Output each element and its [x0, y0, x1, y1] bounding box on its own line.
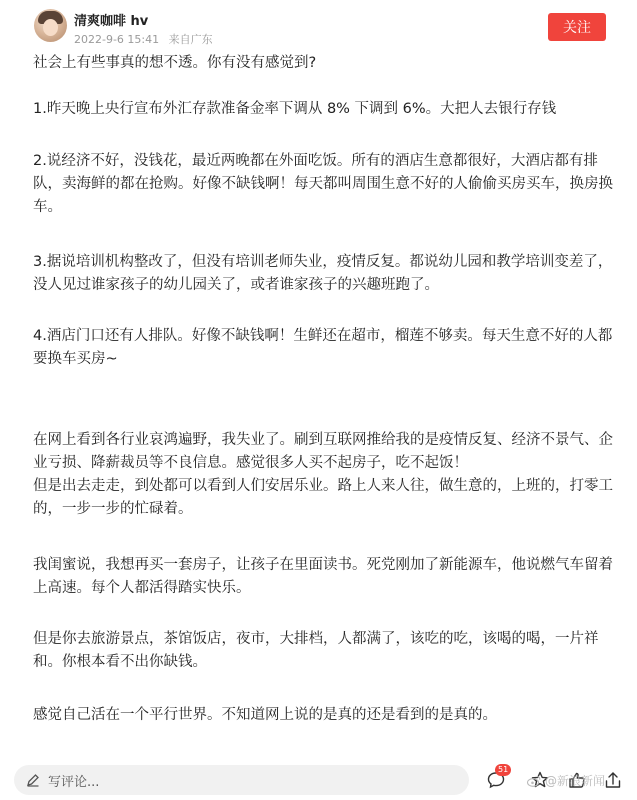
post-source: 来自广东 — [168, 33, 213, 46]
comment-input[interactable] — [14, 765, 469, 795]
paragraph-6: 我闺蜜说，我想再买一套房子，让孩子在里面读书。死党刚加了新能源车，他说燃气车留着上高速。每个人都活得踏实快乐。 — [33, 557, 613, 596]
paragraph-7: 但是你去旅游景点，茶馆饭店，夜市，大排档，人都满了，该吃的吃，该喝的喝，一片祥和。你根本看不出你缺钱。 — [33, 631, 599, 670]
paragraph-8: 感觉自己活在一个平行世界。不知道网上说的是真的还是看到的是真的。 — [33, 707, 497, 723]
post-date: 2022-9-6 15:41 — [74, 33, 160, 46]
post-meta — [74, 31, 219, 47]
avatar[interactable] — [34, 9, 67, 42]
watermark — [527, 772, 605, 789]
author-name[interactable]: 清爽咖啡 hv — [74, 14, 149, 29]
weibo-logo-icon — [527, 775, 541, 787]
paragraph-1: 1.昨天晚上央行宣布外汇存款准备金率下调从 8% 下调到 6%。大把人去银行存钱 — [33, 101, 557, 117]
paragraph-intro: 社会上有些事真的想不透。你有没有感觉到? — [33, 55, 317, 71]
paragraph-3: 3.据说培训机构整改了，但没有培训老师失业，疫情反复。都说幼儿园和教学培训变差了，没人见过谁家孩子的幼儿园关了，或者谁家孩子的兴趣班跑了。 — [33, 254, 613, 293]
share-icon — [603, 770, 623, 790]
paragraph-2: 2.说经济不好，没钱花，最近两晚都在外面吃饭。所有的酒店生意都很好，大酒店都有排队，卖海鲜的都在抢购。好像不缺钱啊！每天都叫周围生意不好的人偷偷买房买车，换房换车。 — [33, 153, 613, 215]
follow-button[interactable]: 关注 — [548, 13, 606, 41]
watermark-text: @新浪新闻 — [545, 774, 606, 788]
paragraph-4: 4.酒店门口还有人排队。好像不缺钱啊！生鲜还在超市，榴莲不够卖。每天生意不好的人都要换车买房~ — [33, 328, 613, 367]
pencil-icon — [26, 773, 40, 787]
avatar-face — [43, 19, 58, 36]
post-header — [0, 0, 637, 50]
comment-placeholder: 写评论... — [48, 774, 100, 790]
comment-count-badge: 51 — [495, 764, 511, 776]
paragraph-5: 在网上看到各行业哀鸿遍野，我失业了。刷到互联网推给我的是疫情反复、经济不景气、企业亏损、降薪裁员等不良信息。感觉很多人买不起房子，吃不起饭！ 但是出去走走，到处都可以看到人们安居乐业。路上人来人往，做生意的，上班的，打零工的，一步一步的忙碌着。 — [33, 432, 613, 517]
